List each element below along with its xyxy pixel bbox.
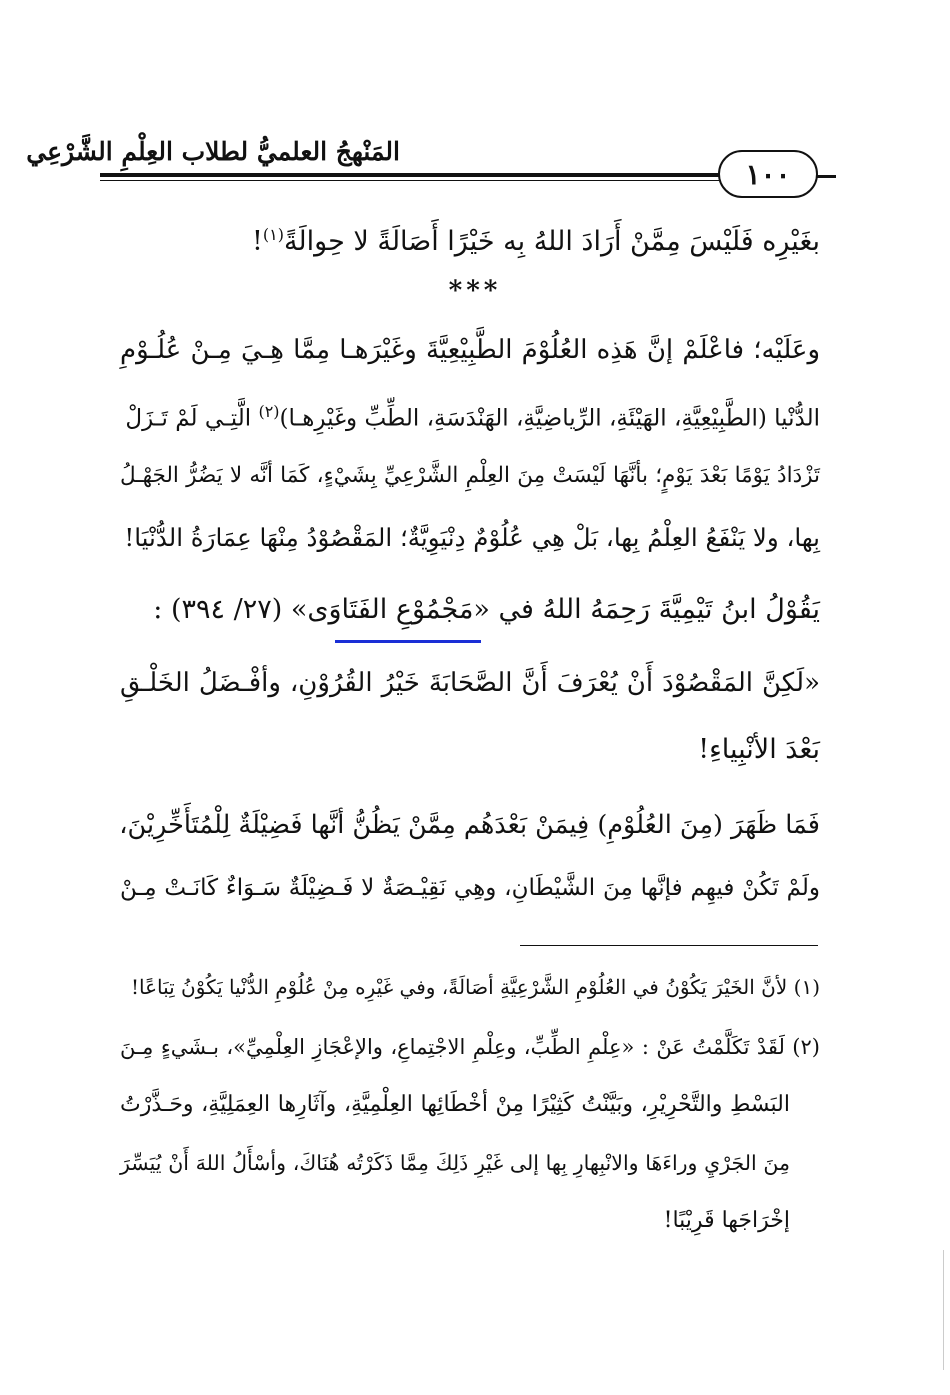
para-1-line-2: [120, 392, 820, 439]
footnote-2-line-3: مِنَ الجَرْيِ وراءَهَا والانْبِهارِ بِها إلى غَيْرِ ذَلِكَ مِمَّا ذَكَرْتُه هُنَاكَ، وأسْأَلُ اللهَ أَنْ يُيَسِّرَ: [120, 1151, 790, 1175]
footnote-2-line-2: البَسْطِ والتَّحْرِيْرِ، وبَيَّنْتُ كَثِيْرًا مِنْ أخْطَائِها العِلْمِيَّةِ، وآثَارِها العِمَلِيَّةِ، وحَـذَّرْتُ: [120, 1092, 790, 1117]
footnote-2-line-1: (٢) لَقَدْ تَكَلَّمْتُ عَنْ : «عِلْمِ الطِّبِّ، وعِلْمِ الاجْتِماعِ، والإعْجَازِ العِلْمِيِّ»، بـشَيءٍ مِـنَ: [120, 1035, 820, 1059]
para-1-line-2-end: الَّتِـي لَمْ تَـزَلْ: [125, 405, 252, 432]
body-line-1-end: !: [252, 226, 263, 257]
scan-edge-mark: [943, 1250, 944, 1370]
page-number-ornament: [816, 175, 836, 178]
footnote-2-line-4: إخْرَاجَها قَرِيْبًا!: [663, 1208, 790, 1233]
para-1-line-2-text: الدُّنْيا (الطَّبِيْعِيَّةِ، الهَيْئَةِ، الرِّياضِيَّةِ، الهَنْدَسَةِ، الطِّبِّ وغَيْرِهـا): [279, 405, 820, 432]
footnote-ref-2: (٢): [258, 402, 280, 421]
footnote-separator: [520, 945, 818, 946]
page-number: [718, 150, 818, 198]
para-2-line-1: فَمَا ظَهَرَ (مِنَ العُلُوْمِ) فِيمَنْ بَعْدَهُم مِمَّنْ يَظُنُّ أنَّها فَضِيْلَةٌ لِلْمُتَأَخِّرِيْنَ،: [119, 810, 820, 840]
footnote-1: (١) لأنَّ الخَيْرَ يَكُوْنُ في العُلُوْمِ الشَّرْعِيَّةِ أصَالَةً، وفي غَيْرِه مِنْ عُلُوْمِ الدُّنْيا يَكُوْنُ تِبَاعًا!: [130, 975, 820, 999]
para-2-line-2: ولَمْ تَكُنْ فيهِم فإنَّها مِنَ الشَّيْطَانِ، وهِي نَقِيْـصَةٌ لا فَـضِيْلَةٌ سَـوَاءٌ كَانَـتْ مِـنْ: [120, 875, 820, 901]
section-separator: ***: [448, 276, 502, 306]
quote-line-1: «لَكِنَّ المَقْصُوْدَ أَنْ يُعْرَفَ أَنَّ الصَّحَابَةَ خَيْرُ القُرُوْنِ، وأفْـضَلُ الخَلْـقِ: [120, 668, 820, 698]
body-line-1: [120, 215, 820, 262]
footnote-ref-1: (١): [262, 225, 284, 244]
para-1-line-3: تَزْدَادُ يَوْمًا بَعْدَ يَوْمٍ؛ بأنَّهَا لَيْسَتْ مِنَ العِلْمِ الشَّرْعِيِّ بِشَيْءٍ، كَمَا أنَّه لا يَضُرُّ الجَهْـلُ: [120, 463, 820, 488]
running-header-title: المَنْهجُ العلميُّ لطلاب العِلْمِ الشَّرْعِي: [26, 137, 400, 166]
citation-underline: [335, 640, 481, 643]
page-number-text: ١٠٠: [745, 157, 791, 191]
quote-line-2: بَعْدَ الأنْبِياءِ!: [698, 734, 820, 765]
body-line-1-text: بغَيْرِه فَلَيْسَ مِمَّنْ أَرَادَ اللهُ بِه خَيْرًا أَصَالَةً لا حِوالَةً: [283, 226, 820, 257]
header-rule-thick: [100, 173, 725, 177]
quote-intro: يَقُوْلُ ابنُ تَيْمِيَّةَ رَحِمَهُ اللهُ في «مَجْمُوْعِ الفَتَاوَى» (٢٧/ ٣٩٤) :: [153, 594, 820, 625]
para-1-line-4: بِها، ولا يَنْفَعُ العِلْمُ بِها، بَلْ هِي عُلُوْمٌ دِنْيَوِيَّةٌ؛ المَقْصُوْدُ مِنْهَا عِمَارَةُ الدُّنْيَا!: [124, 523, 820, 552]
para-1-line-1: وعَلَيْه؛ فاعْلَمْ إنَّ هَذِه العُلُوْمَ الطَّبِيْعِيَّةَ وغَيْرَهـا مِمَّا هِـيَ مِـنْ عُلُـوْمِ: [120, 335, 820, 365]
header-rule-thin: [100, 180, 725, 181]
